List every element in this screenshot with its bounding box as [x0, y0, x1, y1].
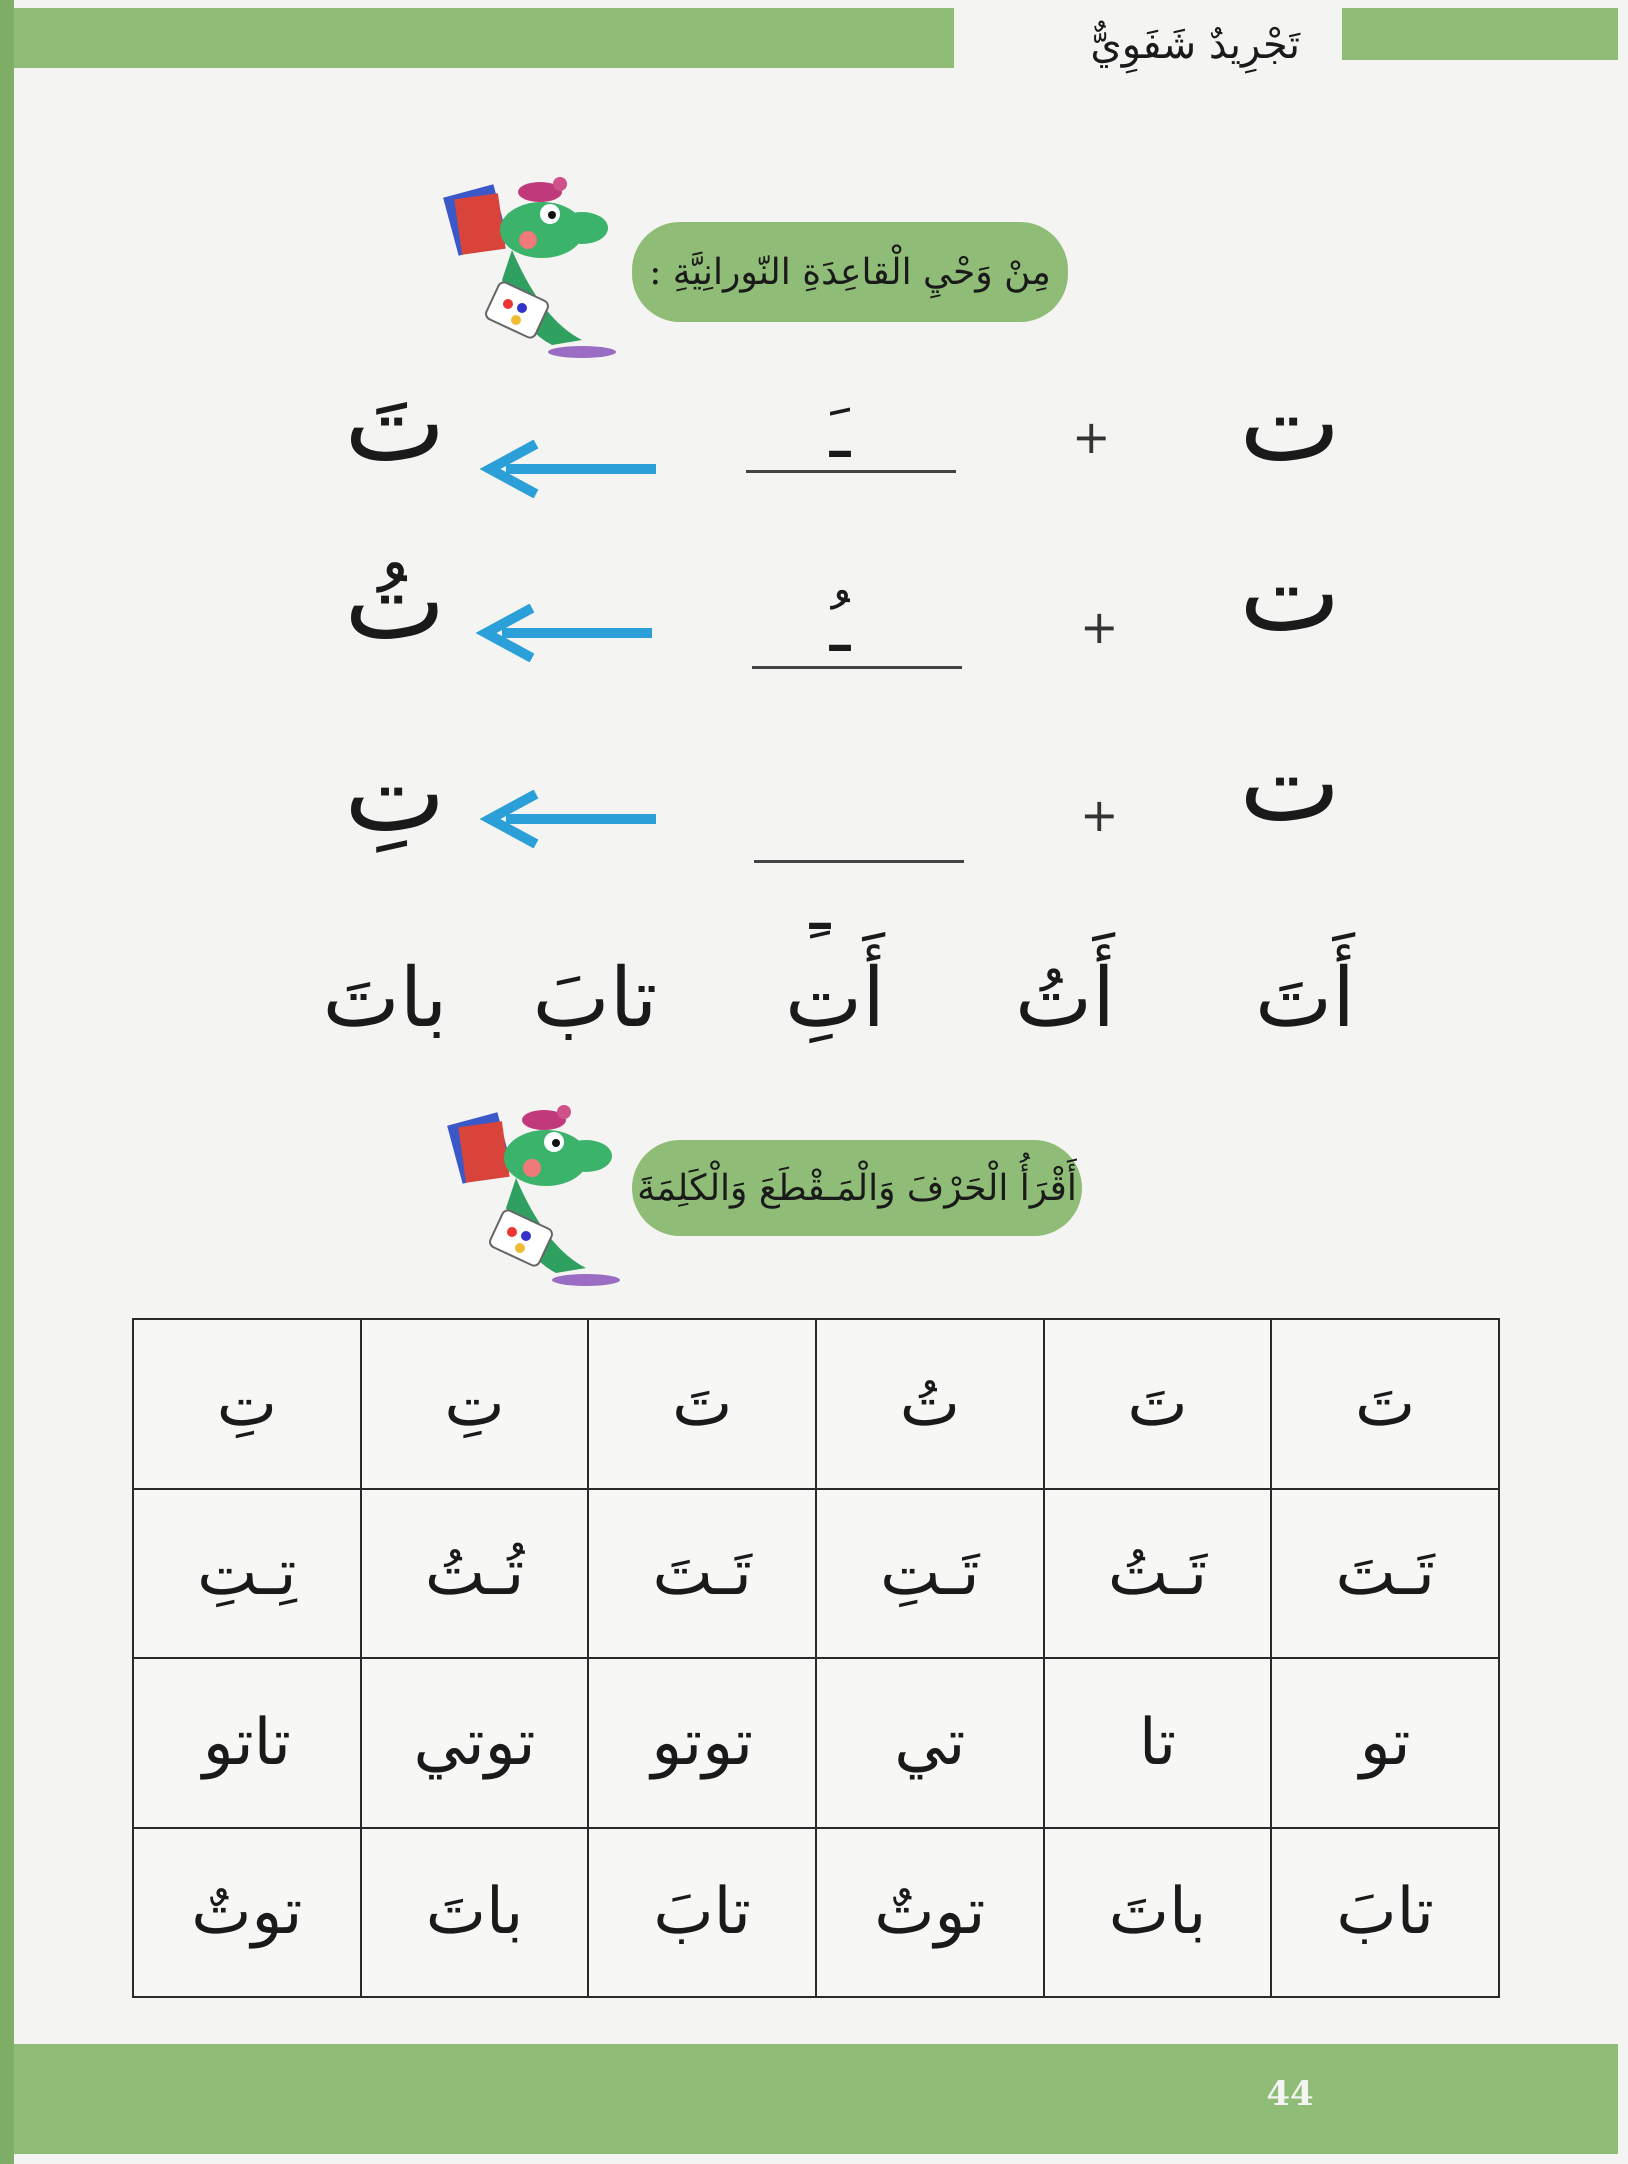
grid-cell: توتي — [361, 1658, 589, 1828]
arrow-left-icon — [476, 440, 660, 498]
vowel-mark: ـُ — [829, 586, 851, 668]
base-letter: ت — [1239, 361, 1341, 486]
grid-cell: تِ — [133, 1319, 361, 1489]
grid-cell: توتو — [588, 1658, 816, 1828]
vowel-mark: ـَ — [829, 392, 851, 474]
plus-sign: + — [1080, 788, 1119, 842]
grid-cell: تاتو — [133, 1658, 361, 1828]
section-heading-pill: أَقْرَأُ الْحَرْفَ وَالْمَـقْطَعَ وَالْكَلِمَةَ — [632, 1140, 1082, 1236]
table-row — [133, 1319, 1499, 1489]
grid-cell: تِ — [361, 1319, 589, 1489]
lesson-title: تَجْرِيدٌ شَفَوِيٌّ — [1090, 22, 1300, 68]
grid-cell: تَ — [588, 1319, 816, 1489]
table-row — [133, 1828, 1499, 1998]
result-syllable: تِ — [344, 731, 446, 856]
grid-cell: تابَ — [1271, 1828, 1499, 1998]
grid-cell: تي — [816, 1658, 1044, 1828]
grid-cell: تو — [1271, 1658, 1499, 1828]
practice-word: أَتِ — [785, 951, 885, 1046]
result-syllable: تُ — [344, 539, 446, 664]
grid-cell: تَـتِ — [816, 1489, 1044, 1659]
page-edge-strip — [0, 0, 14, 2164]
grid-cell: تُـتُ — [361, 1489, 589, 1659]
blank-line — [754, 860, 964, 863]
base-letter: ت — [1239, 721, 1341, 846]
grid-cell: باتَ — [361, 1828, 589, 1998]
table-row — [133, 1489, 1499, 1659]
table-row — [133, 1658, 1499, 1828]
grid-cell: تِـتِ — [133, 1489, 361, 1659]
practice-word: أَتُ — [1015, 951, 1115, 1046]
grid-cell: توتٌ — [816, 1828, 1044, 1998]
plus-sign: + — [1080, 600, 1119, 654]
blank-line — [752, 666, 962, 669]
footer-band — [14, 2044, 1618, 2154]
grid-cell: تابَ — [588, 1828, 816, 1998]
practice-word: تابَ — [532, 951, 658, 1046]
base-letter: ت — [1239, 531, 1341, 656]
grid-cell: تَ — [1044, 1319, 1272, 1489]
practice-word: باتَ — [322, 951, 448, 1046]
grid-cell: توتٌ — [133, 1828, 361, 1998]
crocodile-mascot-icon — [436, 1098, 636, 1298]
grid-cell: تا — [1044, 1658, 1272, 1828]
section-heading-pill: مِنْ وَحْيِ الْقاعِدَةِ النّورانِيَّةِ : — [632, 222, 1068, 322]
plus-sign: + — [1072, 410, 1111, 464]
grid-cell: تَـتُ — [1044, 1489, 1272, 1659]
arrow-left-icon — [476, 790, 660, 848]
grid-cell: تُ — [816, 1319, 1044, 1489]
result-syllable: تَ — [344, 361, 446, 486]
blank-line — [746, 470, 956, 473]
grid-cell: تَـتَ — [1271, 1489, 1499, 1659]
grid-cell: تَ — [1271, 1319, 1499, 1489]
grid-cell: باتَ — [1044, 1828, 1272, 1998]
header-band-left — [14, 8, 954, 68]
crocodile-mascot-icon — [432, 170, 632, 370]
practice-word: أَتَ — [1255, 951, 1355, 1046]
reading-grid — [132, 1318, 1500, 1998]
header-band-right — [1342, 8, 1618, 60]
page-number: 44 — [1266, 2074, 1314, 2114]
grid-cell: تَـتَ — [588, 1489, 816, 1659]
vowel-mark: ـِ — [809, 864, 831, 946]
arrow-left-icon — [472, 604, 656, 662]
